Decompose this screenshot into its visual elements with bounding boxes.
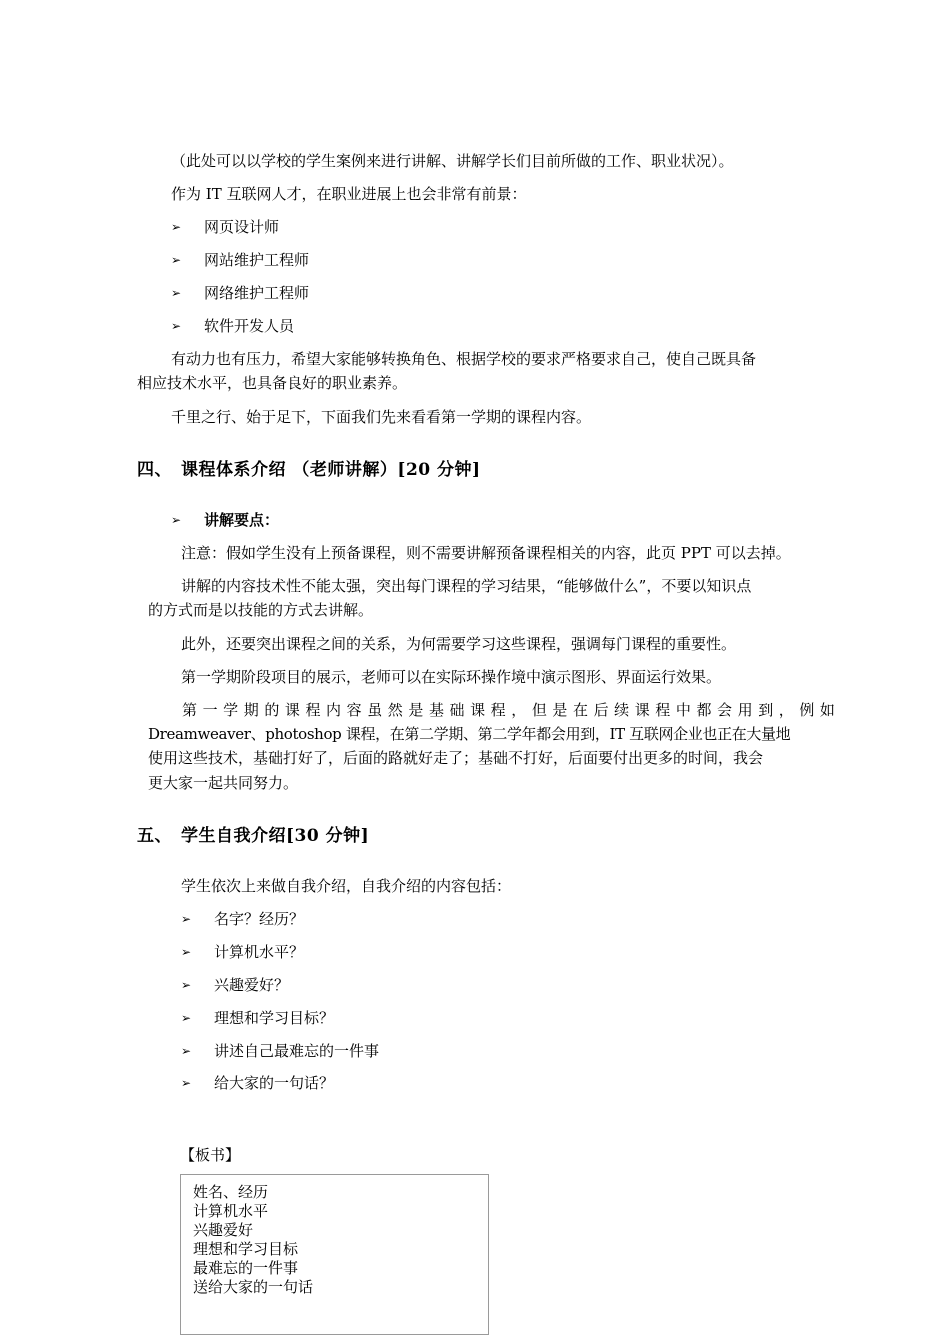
section-5-heading: 学生自我介绍[30 分钟] bbox=[181, 826, 370, 846]
paragraph-first-semester: 千里之行、始于足下，下面我们先来看看第一学期的课程内容。 bbox=[171, 408, 592, 426]
blackboard-line: 最难忘的一件事 bbox=[193, 1259, 299, 1277]
list-item: 网页设计师 bbox=[204, 218, 280, 236]
bullet-arrow-icon: ➢ bbox=[171, 286, 182, 300]
bullet-arrow-icon: ➢ bbox=[181, 1011, 192, 1025]
paragraph-teaching-line2: 的方式而是以技能的方式去讲解。 bbox=[148, 601, 374, 619]
list-item: 软件开发人员 bbox=[204, 317, 295, 335]
blackboard-line: 理想和学习目标 bbox=[193, 1240, 299, 1258]
bullet-arrow-icon: ➢ bbox=[171, 319, 182, 333]
paragraph-foundation-line4: 更大家一起共同努力。 bbox=[148, 774, 299, 792]
paragraph-course-relations: 此外，还要突出课程之间的关系，为何需要学习这些课程，强调每门课程的重要性。 bbox=[181, 635, 737, 653]
list-item: 理想和学习目标？ bbox=[214, 1009, 335, 1027]
bullet-arrow-icon: ➢ bbox=[171, 220, 182, 234]
blackboard-box bbox=[180, 1174, 489, 1335]
paragraph-foundation-line3: 使用这些技术，基础打好了，后面的路就好走了；基础不打好，后面要付出更多的时间，我会 bbox=[148, 749, 764, 767]
blackboard-line: 姓名、经历 bbox=[193, 1183, 269, 1201]
bullet-arrow-icon: ➢ bbox=[171, 513, 182, 527]
blackboard-line: 兴趣爱好 bbox=[193, 1221, 254, 1239]
section-4-number: 四、 bbox=[137, 460, 172, 480]
blackboard-line: 计算机水平 bbox=[193, 1202, 269, 1220]
paragraph-motivation-line2: 相应技术水平，也具备良好的职业素养。 bbox=[137, 374, 408, 392]
list-item: 讲述自己最难忘的一件事 bbox=[214, 1042, 380, 1060]
list-item: 网络维护工程师 bbox=[204, 284, 310, 302]
paragraph-project-demo: 第一学期阶段项目的展示，老师可以在实际环操作境中演示图形、界面运行效果。 bbox=[181, 668, 722, 686]
paragraph-case-study: （此处可以以学校的学生案例来进行讲解、讲解学长们目前所做的工作、职业状况）。 bbox=[171, 152, 734, 170]
bullet-arrow-icon: ➢ bbox=[181, 1076, 192, 1090]
bullet-arrow-icon: ➢ bbox=[171, 253, 182, 267]
bullet-arrow-icon: ➢ bbox=[181, 945, 192, 959]
bullet-arrow-icon: ➢ bbox=[181, 978, 192, 992]
list-item: 网站维护工程师 bbox=[204, 251, 310, 269]
list-item: 兴趣爱好？ bbox=[214, 976, 290, 994]
bullet-arrow-icon: ➢ bbox=[181, 1044, 192, 1058]
key-points-label: 讲解要点： bbox=[204, 511, 280, 529]
paragraph-note: 注意：假如学生没有上预备课程，则不需要讲解预备课程相关的内容，此页 PPT 可以去掉。 bbox=[181, 544, 791, 562]
paragraph-self-intro: 学生依次上来做自我介绍，自我介绍的内容包括： bbox=[181, 877, 512, 895]
list-item: 名字？经历？ bbox=[214, 910, 305, 928]
paragraph-foundation-line1: 第 一 学 期 的 课 程 内 容 虽 然 是 基 础 课 程 ， 但 是 在 后 续 课 程 中 都 会 用 到 ， 例 如 bbox=[182, 701, 835, 719]
paragraph-teaching-line1: 讲解的内容技术性不能太强，突出每门课程的学习结果，“能够做什么”，不要以知识点 bbox=[181, 577, 752, 595]
list-item: 给大家的一句话？ bbox=[214, 1074, 335, 1092]
list-item: 计算机水平？ bbox=[214, 943, 305, 961]
bullet-arrow-icon: ➢ bbox=[181, 912, 192, 926]
paragraph-career-prospects: 作为 IT 互联网人才，在职业进展上也会非常有前景： bbox=[171, 185, 527, 203]
blackboard-line: 送给大家的一句话 bbox=[193, 1278, 314, 1296]
paragraph-foundation-line2: Dreamweaver、photoshop 课程，在第二学期、第二学年都会用到，IT 互联网企业也正在大量地 bbox=[148, 725, 791, 743]
section-4-heading: 课程体系介绍 （老师讲解）[20 分钟] bbox=[181, 460, 481, 480]
section-5-number: 五、 bbox=[137, 826, 172, 846]
paragraph-motivation-line1: 有动力也有压力，希望大家能够转换角色、根据学校的要求严格要求自己，使自己既具备 bbox=[171, 350, 757, 368]
blackboard-label: 【板书】 bbox=[180, 1146, 241, 1164]
